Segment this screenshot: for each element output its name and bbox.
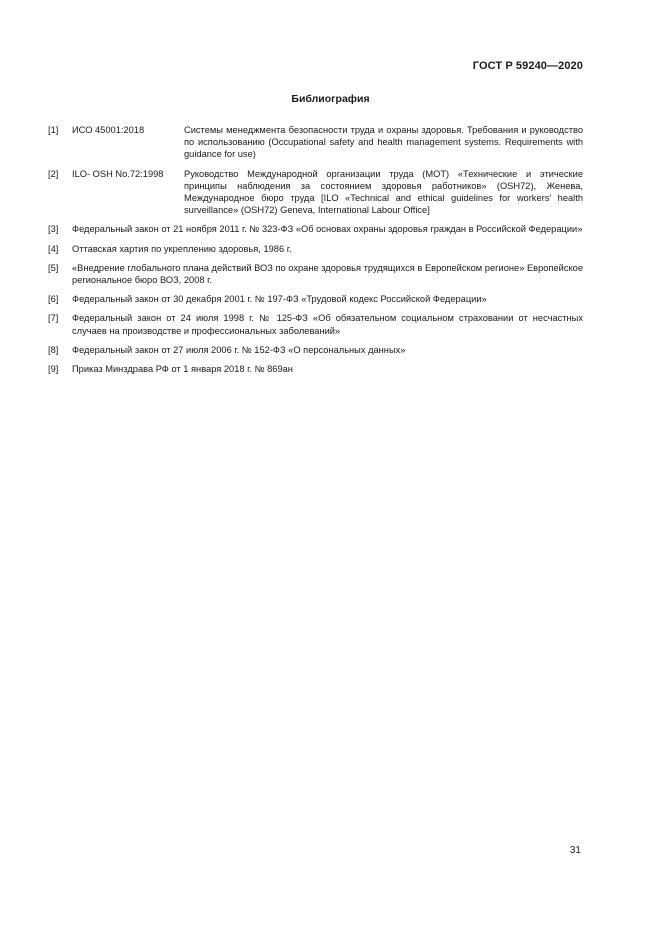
entry-text: Федеральный закон от 21 ноября 2011 г. № 323-ФЗ «Об основах охраны здоровья граждан в Российской Федерации» xyxy=(72,224,583,235)
bibliography-entry xyxy=(48,344,583,356)
entry-text: Федеральный закон от 24 июля 1998 г. № 125-ФЗ «Об обязательном социальном страховании от несчастных случаев на производстве и профессиональных заболеваний» xyxy=(72,313,583,336)
entry-number: [5] xyxy=(48,262,59,273)
bibliography-entry xyxy=(48,168,583,217)
entry-text: Оттавская хартия по укреплению здоровья, 1986 г. xyxy=(72,243,292,254)
entry-code: ILO- OSH No.72:1998 xyxy=(72,168,164,179)
entry-text: Руководство Международной организации труда (МОТ) «Технические и этические принципы наблюдения за состоянием здоровья работников» (OSH72), Женева, Международное бюро труда [ILO «Technical and ethical guidelines for workers' health surveillance» (OSH72) Geneva, International Labour Office] xyxy=(184,168,583,216)
entry-number: [8] xyxy=(48,344,59,355)
entry-number: [7] xyxy=(48,313,59,324)
bibliography-entry xyxy=(48,363,583,375)
page-number: 31 xyxy=(569,845,581,856)
entry-number: [3] xyxy=(48,224,59,235)
bibliography-list xyxy=(48,124,583,382)
entry-text: Федеральный закон от 27 июля 2006 г. № 152-ФЗ «О персональных данных» xyxy=(72,344,406,355)
bibliography-entry xyxy=(48,312,583,336)
entry-number: [4] xyxy=(48,243,59,254)
entry-text: Приказ Минздрава РФ от 1 января 2018 г. № 869ан xyxy=(72,364,293,375)
entry-number: [9] xyxy=(48,364,59,375)
entry-number: [6] xyxy=(48,294,59,305)
document-code: ГОСТ Р 59240—2020 xyxy=(472,60,583,72)
section-title: Библиография xyxy=(291,93,370,105)
entry-code: ИСО 45001:2018 xyxy=(72,125,145,135)
entry-number: [1] xyxy=(48,125,59,135)
bibliography-entry xyxy=(48,262,583,286)
entry-text: Федеральный закон от 30 декабря 2001 г. № 197-ФЗ «Трудовой кодекс Российской Федерации» xyxy=(72,294,487,305)
bibliography-entry xyxy=(48,223,583,235)
bibliography-entry xyxy=(48,243,583,255)
entry-number: [2] xyxy=(48,168,59,179)
entry-text: «Внедрение глобального плана действий ВОЗ по охране здоровья трудящихся в Европейском регионе» Европейское региональное бюро ВОЗ, 2008 г. xyxy=(72,262,583,286)
entry-text: Системы менеджмента безопасности труда и охраны здоровья. Требования и руководство по использованию (Occupational safety and health management systems. Requirements with guidance for use) xyxy=(184,125,583,160)
bibliography-entry xyxy=(48,124,583,161)
bibliography-entry xyxy=(48,293,583,305)
